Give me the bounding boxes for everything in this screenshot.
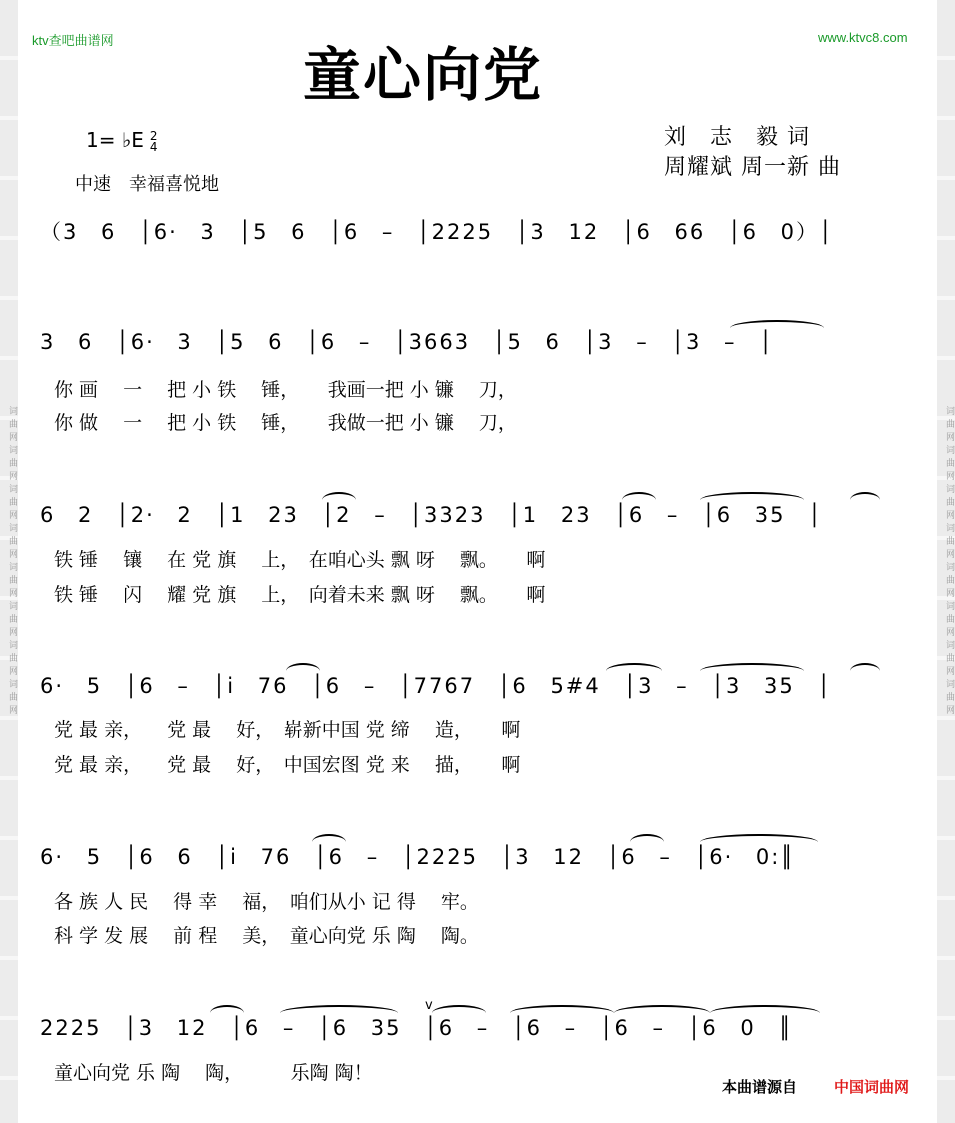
lyrics-line-2-verse-1: 你 画 一 把 小 铁 锤， 我画一把 小 镰 刀， xyxy=(54,379,517,401)
lyrics-line-6-verse-1: 童心向党 乐 陶 陶， 乐陶 陶！ xyxy=(54,1062,373,1084)
lyrics-line-4-verse-1: 党 最 亲， 党 最 好， 崭新中国 党 缔 造， 啊 xyxy=(54,719,521,741)
lyricist-credit: 刘 志 毅 词 xyxy=(664,125,810,150)
notation-line-3: 6 2 │2· 2 │1 23 │2 – │3323 │1 23 │6 – │6 35 │ xyxy=(40,503,823,527)
slur-mark xyxy=(286,663,320,679)
footer-site-link[interactable]: 中国词曲网 xyxy=(834,1078,910,1096)
composer-credit: 周耀斌 周一新 曲 xyxy=(664,155,841,180)
notation-line-4: 6· 5 │6 – │i 76 │6 – │7767 │6 5#4 │3 – │3 35 │ xyxy=(40,674,833,698)
tie-mark xyxy=(700,492,804,508)
tie-mark xyxy=(710,1005,820,1021)
notation-line-1: （3 6 │6· 3 │5 6 │6 – │2225 │3 12 │6 66 │6 0）│ xyxy=(40,220,834,244)
time-signature: 2 4 xyxy=(149,128,158,154)
notation-line-5: 6· 5 │6 6 │i 76 │6 – │2225 │3 12 │6 – │6· 0:║ xyxy=(40,845,795,869)
right-watermark-strip: 词曲网词曲网词曲网词曲网词曲网词曲网词曲网词曲网 xyxy=(937,0,955,1123)
tie-mark xyxy=(730,320,824,336)
key-signature: 1= ♭E 2 4 xyxy=(86,128,158,154)
site-watermark-left: ktv查吧曲谱网 xyxy=(32,33,114,48)
lyrics-line-5-verse-1: 各 族 人 民 得 幸 福， 咱们从小 记 得 牢。 xyxy=(54,891,479,913)
tie-mark xyxy=(614,1005,710,1021)
slur-mark xyxy=(312,834,346,850)
tie-mark xyxy=(280,1005,398,1021)
slur-mark xyxy=(432,1005,486,1021)
song-title: 童心向党 xyxy=(303,41,544,109)
slur-mark xyxy=(606,663,662,679)
tie-mark xyxy=(700,663,804,679)
footer-source-label: 本曲谱源自 xyxy=(722,1078,798,1096)
slur-mark xyxy=(630,834,664,850)
notation-line-6: 2225 │3 12 │6 – │6 35 │6 – │6 – │6 – │6 0 ║ xyxy=(40,1016,794,1040)
slur-mark xyxy=(322,492,356,508)
lyrics-line-3-verse-2: 铁 锤 闪 耀 党 旗 上， 向着未来 飘 呀 飘。 啊 xyxy=(54,584,546,606)
lyrics-line-5-verse-2: 科 学 发 展 前 程 美， 童心向党 乐 陶 陶。 xyxy=(54,925,479,947)
tie-mark xyxy=(700,834,818,850)
lyrics-line-3-verse-1: 铁 锤 镶 在 党 旗 上， 在咱心头 飘 呀 飘。 啊 xyxy=(54,549,546,571)
left-watermark-strip: 词曲网词曲网词曲网词曲网词曲网词曲网词曲网词曲网 xyxy=(0,0,18,1123)
lyrics-line-4-verse-2: 党 最 亲， 党 最 好， 中国宏图 党 来 描， 啊 xyxy=(54,754,521,776)
tie-mark xyxy=(510,1005,614,1021)
slur-mark xyxy=(850,663,880,679)
slur-mark xyxy=(210,1005,244,1021)
slur-mark xyxy=(622,492,656,508)
site-watermark-right: www.ktvc8.com xyxy=(818,30,908,45)
slur-mark xyxy=(850,492,880,508)
tempo-marking: 中速 幸福喜悦地 xyxy=(75,174,219,195)
notation-line-2: 3 6 │6· 3 │5 6 │6 – │3663 │5 6 │3 – │3 – │ xyxy=(40,330,774,354)
lyrics-line-2-verse-2: 你 做 一 把 小 铁 锤， 我做一把 小 镰 刀， xyxy=(54,412,517,434)
breath-mark: v xyxy=(425,998,433,1013)
